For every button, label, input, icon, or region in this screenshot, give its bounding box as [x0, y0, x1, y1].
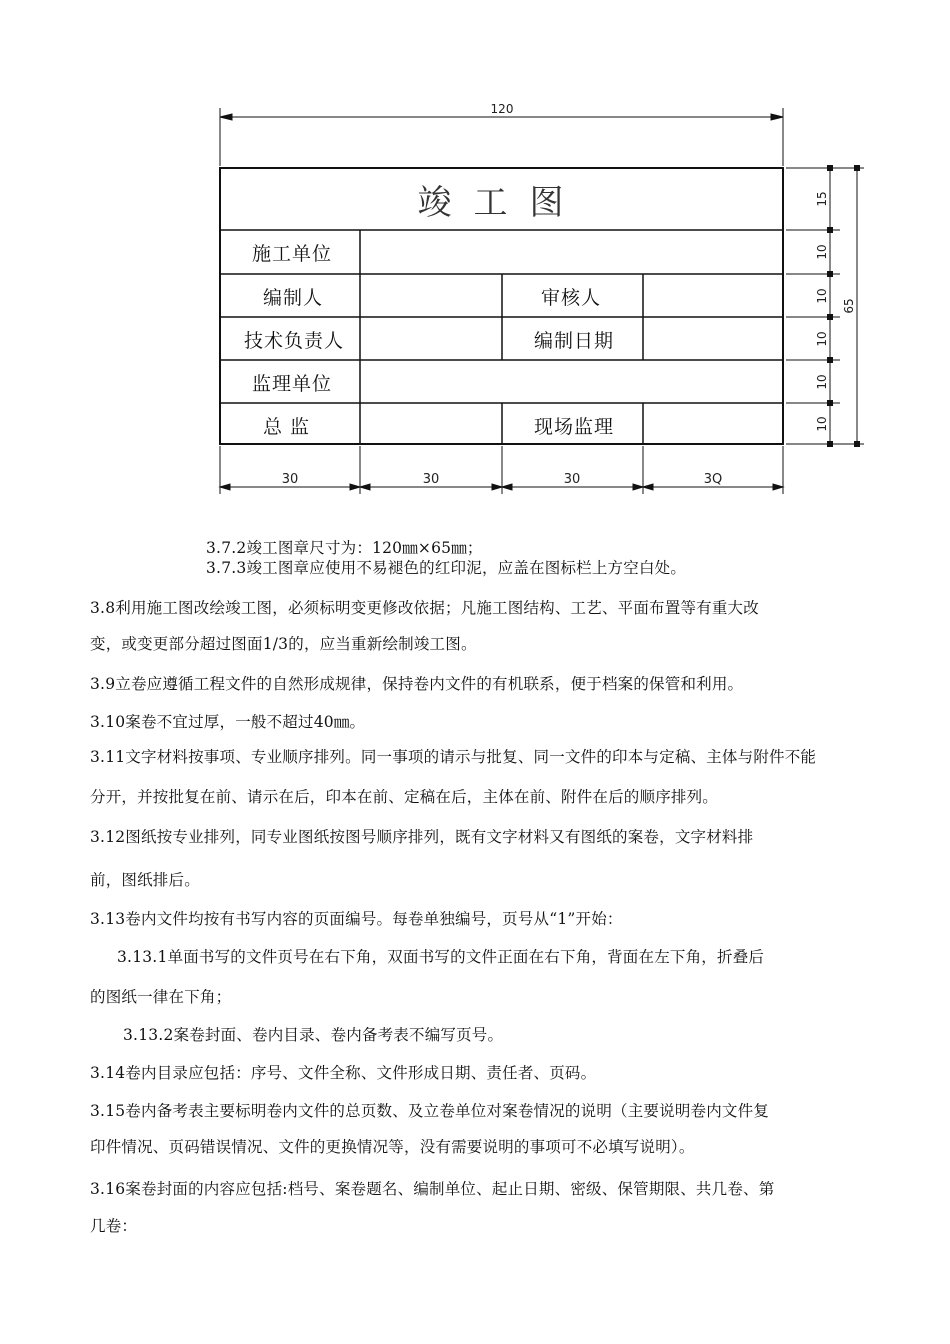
- paragraph-3-11-line2: 分开，并按批复在前、请示在后，印本在前、定稿在后，主体在前、附件在后的顺序排列。: [90, 788, 719, 806]
- dim-col-2: 30: [422, 472, 440, 487]
- paragraph-3-16-line2: 几卷：: [90, 1217, 138, 1235]
- paragraph-3-13: 3.13卷内文件均按有书写内容的页面编号。每卷单独编号，页号从“1”开始：: [90, 910, 623, 928]
- paragraph-3-12-line1: 3.12图纸按专业排列，同专业图纸按图号顺序排列，既有文字材料又有图纸的案卷，文字材料排: [90, 828, 754, 846]
- stamp-title: 竣工图: [417, 182, 586, 223]
- label-compiler: 编制人: [263, 287, 324, 309]
- paragraph-3-10: 3.10案卷不宜过厚，一般不超过40㎜。: [90, 713, 366, 731]
- dim-row-4: 10: [815, 331, 829, 347]
- paragraph-3-8-line1: 3.8利用施工图改绘竣工图，必须标明变更修改依据；凡施工图结构、工艺、平面布置等有重大改: [90, 599, 759, 617]
- paragraph-3-16-line1: 3.16案卷封面的内容应包括:档号、案卷题名、编制单位、起止日期、密级、保管期限、共几卷、第: [90, 1180, 775, 1198]
- dim-row-1: 15: [815, 191, 829, 207]
- dim-col-1: 30: [281, 472, 299, 487]
- dim-total-height: 65: [842, 298, 856, 314]
- paragraph-3-14: 3.14卷内目录应包括：序号、文件全称、文件形成日期、责任者、页码。: [90, 1064, 597, 1082]
- stamp-drawing: [0, 0, 950, 510]
- dim-total-width: 120: [490, 102, 514, 116]
- dim-row-2: 10: [815, 244, 829, 260]
- paragraph-3-9: 3.9立卷应遵循工程文件的自然形成规律，保持卷内文件的有机联系，便于档案的保管和利用。: [90, 675, 744, 693]
- dim-row-5: 10: [815, 374, 829, 390]
- dim-col-3: 30: [563, 472, 581, 487]
- completion-drawing-stamp: [0, 0, 950, 510]
- label-reviewer: 审核人: [541, 287, 602, 309]
- paragraph-3-13-1-line1: 3.13.1单面书写的文件页号在右下角，双面书写的文件正面在右下角，背面在左下角，折叠后: [117, 948, 765, 966]
- paragraph-3-13-1-line2: 的图纸一律在下角；: [90, 988, 232, 1006]
- label-compile-date: 编制日期: [534, 330, 615, 352]
- paragraph-3-7-2: 3.7.2竣工图章尺寸为：120㎜×65㎜；: [206, 539, 483, 557]
- paragraph-3-7-3: 3.7.3竣工图章应使用不易褪色的红印泥，应盖在图标栏上方空白处。: [206, 559, 687, 577]
- label-technical-lead: 技术负责人: [244, 330, 345, 352]
- paragraph-3-13-2: 3.13.2案卷封面、卷内目录、卷内备考表不编写页号。: [123, 1026, 504, 1044]
- paragraph-3-12-line2: 前，图纸排后。: [90, 871, 200, 889]
- label-supervision-unit: 监理单位: [252, 373, 333, 395]
- dim-col-4: 3Q: [703, 472, 723, 487]
- label-chief-supervisor: 总 监: [263, 416, 311, 438]
- label-construction-unit: 施工单位: [252, 243, 333, 265]
- paragraph-3-8-line2: 变，或变更部分超过图面1/3的，应当重新绘制竣工图。: [90, 635, 477, 653]
- paragraph-3-11-line1: 3.11文字材料按事项、专业顺序排列。同一事项的请示与批复、同一文件的印本与定稿、主体与附件不能: [90, 748, 817, 766]
- dim-row-3: 10: [815, 288, 829, 304]
- dim-row-6: 10: [815, 416, 829, 432]
- paragraph-3-15-line1: 3.15卷内备考表主要标明卷内文件的总页数、及立卷单位对案卷情况的说明（主要说明卷内文件复: [90, 1102, 770, 1120]
- paragraph-3-15-line2: 印件情况、页码错误情况、文件的更换情况等，没有需要说明的事项可不必填写说明）。: [90, 1138, 695, 1156]
- label-site-supervisor: 现场监理: [534, 416, 615, 438]
